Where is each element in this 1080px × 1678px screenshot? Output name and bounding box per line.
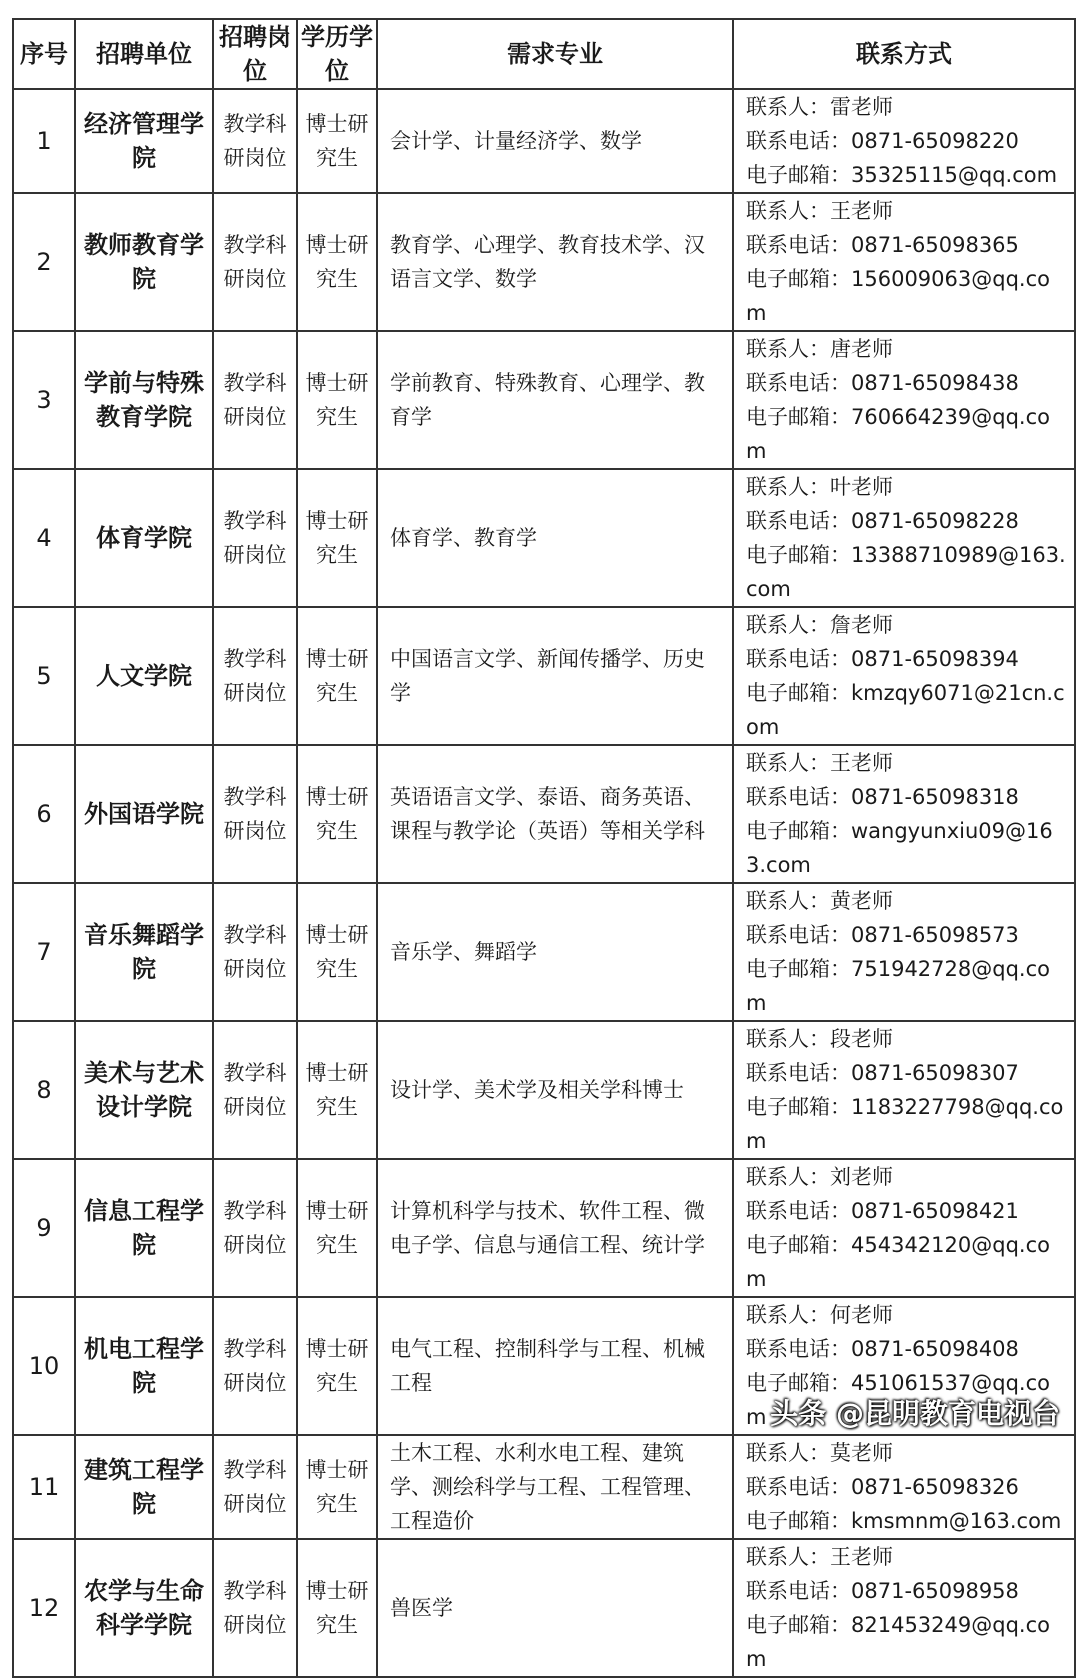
required-majors: 学前教育、特殊教育、心理学、教育学: [377, 331, 733, 469]
contact-info: [733, 745, 1075, 883]
contact-person: 联系人：雷老师: [746, 95, 893, 119]
contact-email: 电子邮箱：35325115@qq.com: [746, 163, 1058, 187]
contact-email: 电子邮箱：821453249@qq.com: [746, 1613, 1050, 1671]
post-type: 教学科研岗位: [213, 745, 297, 883]
contact-phone: 联系电话：0871-65098365: [746, 233, 1019, 257]
header-post: 招聘岗位: [213, 19, 297, 89]
degree-requirement: 博士研究生: [297, 1435, 377, 1539]
post-type: 教学科研岗位: [213, 331, 297, 469]
recruiting-unit: 美术与艺术设计学院: [75, 1021, 213, 1159]
recruiting-unit: 经济管理学院: [75, 89, 213, 193]
contact-email: 电子邮箱：1183227798@qq.com: [746, 1095, 1064, 1153]
contact-phone: 联系电话：0871-65098326: [746, 1475, 1019, 1499]
post-type: 教学科研岗位: [213, 1159, 297, 1297]
header-unit: 招聘单位: [75, 19, 213, 89]
contact-email: 电子邮箱：kmsmnm@163.com: [746, 1509, 1062, 1533]
contact-phone: 联系电话：0871-65098394: [746, 647, 1019, 671]
watermark: 头条 @昆明教育电视台: [770, 1397, 1060, 1430]
degree-requirement: 博士研究生: [297, 469, 377, 607]
contact-email: 电子邮箱：kmzqy6071@21cn.com: [746, 681, 1065, 739]
post-type: 教学科研岗位: [213, 469, 297, 607]
contact-info: [733, 193, 1075, 331]
row-number: 6: [13, 745, 75, 883]
table-row: [13, 1435, 1075, 1539]
contact-info: [733, 1159, 1075, 1297]
required-majors: 设计学、美术学及相关学科博士: [377, 1021, 733, 1159]
post-type: 教学科研岗位: [213, 89, 297, 193]
required-majors: 会计学、计量经济学、数学: [377, 89, 733, 193]
post-type: 教学科研岗位: [213, 1435, 297, 1539]
degree-requirement: 博士研究生: [297, 193, 377, 331]
degree-requirement: 博士研究生: [297, 607, 377, 745]
contact-person: 联系人：詹老师: [746, 613, 893, 637]
table-row: [13, 1159, 1075, 1297]
contact-email: 电子邮箱：454342120@qq.com: [746, 1233, 1050, 1291]
degree-requirement: 博士研究生: [297, 745, 377, 883]
degree-requirement: 博士研究生: [297, 1159, 377, 1297]
degree-requirement: 博士研究生: [297, 331, 377, 469]
table-row: [13, 883, 1075, 1021]
contact-person: 联系人：叶老师: [746, 475, 893, 499]
required-majors: 土木工程、水利水电工程、建筑学、测绘科学与工程、工程管理、工程造价: [377, 1435, 733, 1539]
required-majors: 英语语言文学、泰语、商务英语、课程与教学论（英语）等相关学科: [377, 745, 733, 883]
row-number: 5: [13, 607, 75, 745]
post-type: 教学科研岗位: [213, 883, 297, 1021]
row-number: 10: [13, 1297, 75, 1435]
row-number: 2: [13, 193, 75, 331]
header-degree: 学历学位: [297, 19, 377, 89]
contact-info: [733, 607, 1075, 745]
table-row: [13, 745, 1075, 883]
contact-info: [733, 1021, 1075, 1159]
contact-info: [733, 1539, 1075, 1677]
contact-email: 电子邮箱：451061537@qq.com: [746, 1371, 1050, 1429]
required-majors: 中国语言文学、新闻传播学、历史学: [377, 607, 733, 745]
cropped-heading-text: [120, 0, 134, 18]
table-row: [13, 469, 1075, 607]
row-number: 8: [13, 1021, 75, 1159]
contact-phone: 联系电话：0871-65098438: [746, 371, 1019, 395]
degree-requirement: 博士研究生: [297, 883, 377, 1021]
required-majors: 音乐学、舞蹈学: [377, 883, 733, 1021]
post-type: 教学科研岗位: [213, 1539, 297, 1677]
degree-requirement: 博士研究生: [297, 1021, 377, 1159]
recruiting-unit: 建筑工程学院: [75, 1435, 213, 1539]
contact-person: 联系人：黄老师: [746, 889, 893, 913]
row-number: 11: [13, 1435, 75, 1539]
contact-person: 联系人：刘老师: [746, 1165, 893, 1189]
contact-info: [733, 883, 1075, 1021]
recruiting-unit: 音乐舞蹈学院: [75, 883, 213, 1021]
post-type: 教学科研岗位: [213, 607, 297, 745]
contact-info: [733, 331, 1075, 469]
recruiting-unit: 农学与生命科学学院: [75, 1539, 213, 1677]
recruiting-unit: 教师教育学院: [75, 193, 213, 331]
degree-requirement: 博士研究生: [297, 1297, 377, 1435]
contact-person: 联系人：唐老师: [746, 337, 893, 361]
recruiting-unit: 外国语学院: [75, 745, 213, 883]
contact-email: 电子邮箱：13388710989@163.com: [746, 543, 1066, 601]
contact-info: [733, 89, 1075, 193]
table-header-row: [13, 19, 1075, 89]
recruiting-unit: 机电工程学院: [75, 1297, 213, 1435]
contact-phone: 联系电话：0871-65098318: [746, 785, 1019, 809]
table-row: [13, 607, 1075, 745]
recruiting-unit: 学前与特殊教育学院: [75, 331, 213, 469]
contact-person: 联系人：段老师: [746, 1027, 893, 1051]
table-row: [13, 1021, 1075, 1159]
recruiting-unit: 信息工程学院: [75, 1159, 213, 1297]
table-row: [13, 89, 1075, 193]
cropped-heading: [0, 0, 1080, 18]
row-number: 1: [13, 89, 75, 193]
contact-phone: 联系电话：0871-65098228: [746, 509, 1019, 533]
recruiting-unit: 人文学院: [75, 607, 213, 745]
degree-requirement: 博士研究生: [297, 89, 377, 193]
contact-info: [733, 1435, 1075, 1539]
row-number: 9: [13, 1159, 75, 1297]
header-contact: 联系方式: [733, 19, 1075, 89]
contact-phone: 联系电话：0871-65098220: [746, 129, 1019, 153]
header-num: 序号: [13, 19, 75, 89]
contact-email: 电子邮箱：156009063@qq.com: [746, 267, 1050, 325]
post-type: 教学科研岗位: [213, 1021, 297, 1159]
contact-person: 联系人：王老师: [746, 199, 893, 223]
required-majors: 计算机科学与技术、软件工程、微电子学、信息与通信工程、统计学: [377, 1159, 733, 1297]
contact-person: 联系人：王老师: [746, 1545, 893, 1569]
row-number: 4: [13, 469, 75, 607]
header-major: 需求专业: [377, 19, 733, 89]
required-majors: 电气工程、控制科学与工程、机械工程: [377, 1297, 733, 1435]
required-majors: 兽医学: [377, 1539, 733, 1677]
contact-phone: 联系电话：0871-65098573: [746, 923, 1019, 947]
post-type: 教学科研岗位: [213, 1297, 297, 1435]
contact-info: [733, 469, 1075, 607]
table-row: [13, 1539, 1075, 1677]
row-number: 12: [13, 1539, 75, 1677]
contact-person: 联系人：莫老师: [746, 1441, 893, 1465]
contact-person: 联系人：何老师: [746, 1303, 893, 1327]
required-majors: 教育学、心理学、教育技术学、汉语言文学、数学: [377, 193, 733, 331]
contact-email: 电子邮箱：wangyunxiu09@163.com: [746, 819, 1053, 877]
degree-requirement: 博士研究生: [297, 1539, 377, 1677]
row-number: 3: [13, 331, 75, 469]
contact-phone: 联系电话：0871-65098307: [746, 1061, 1019, 1085]
contact-email: 电子邮箱：751942728@qq.com: [746, 957, 1050, 1015]
contact-email: 电子邮箱：760664239@qq.com: [746, 405, 1050, 463]
table-row: [13, 193, 1075, 331]
table-row: [13, 331, 1075, 469]
post-type: 教学科研岗位: [213, 193, 297, 331]
contact-person: 联系人：王老师: [746, 751, 893, 775]
contact-phone: 联系电话：0871-65098958: [746, 1579, 1019, 1603]
contact-phone: 联系电话：0871-65098421: [746, 1199, 1019, 1223]
contact-phone: 联系电话：0871-65098408: [746, 1337, 1019, 1361]
row-number: 7: [13, 883, 75, 1021]
required-majors: 体育学、教育学: [377, 469, 733, 607]
recruiting-unit: 体育学院: [75, 469, 213, 607]
